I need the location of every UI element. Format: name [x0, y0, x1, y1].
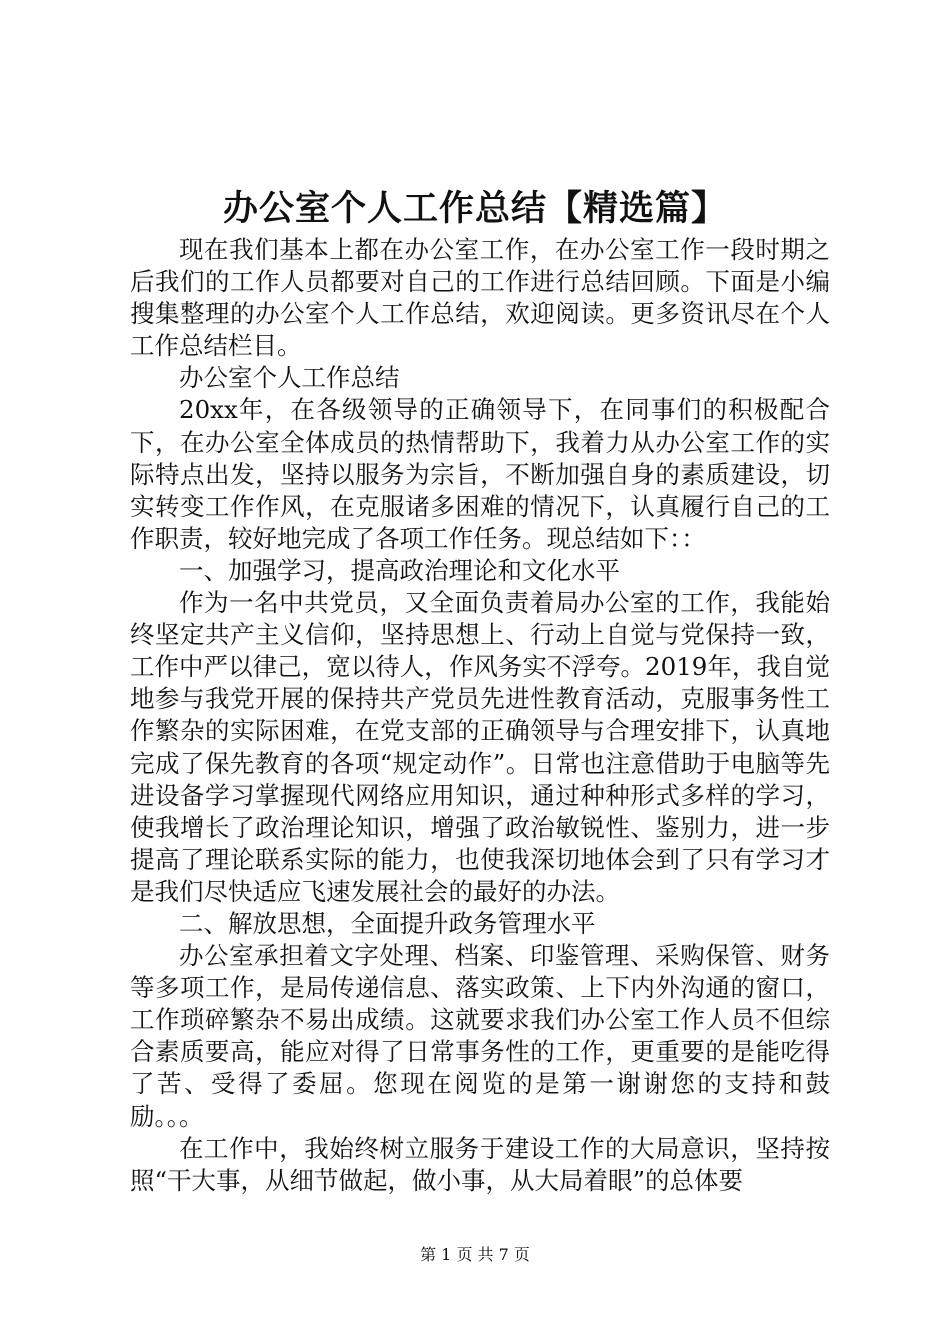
- document-body: [130, 234, 830, 1197]
- body-paragraph: 20xx年，在各级领导的正确领导下，在同事们的积极配合下，在办公室全体成员的热情帮助下，我着力从办公室工作的实际特点出发，坚持以服务为宗旨，不断加强自身的素质建设，切实转变工作作风，在克服诸多困难的情况下，认真履行自己的工作职责，较好地完成了各项工作任务。现总结如下：：: [130, 395, 830, 553]
- section-heading: 一、加强学习，提高政治理论和文化水平: [179, 555, 620, 585]
- body-paragraph: 作为一名中共党员，又全面负责着局办公室的工作，我能始终坚定共产主义信仰，坚持思想上、行动上自觉与党保持一致，工作中严以律己，宽以待人，作风务实不浮夸。2019年，我自觉地参与我党开展的保持共产党员先进性教育活动，克服事务性工作繁杂的实际困难，在党支部的正确领导与合理安排下，认真地完成了保先教育的各项“规定动作”。日常也注意借助于电脑等先进设备学习掌握现代网络应用知识，通过种种形式多样的学习，使我增长了政治理论知识，增强了政治敏锐性、鉴别力，进一步提高了理论联系实际的能力，也使我深切地体会到了只有学习才是我们尽快适应飞速发展社会的最好的办法。: [130, 588, 830, 906]
- body-paragraph: 在工作中，我始终树立服务于建设工作的大局意识，坚持按照“干大事，从细节做起，做小事，从大局着眼”的总体要: [130, 1133, 830, 1195]
- intro-paragraph: 现在我们基本上都在办公室工作，在办公室工作一段时期之后我们的工作人员都要对自己的工作进行总结回顾。下面是小编搜集整理的办公室个人工作总结，欢迎阅读。更多资讯尽在个人工作总结栏目。: [130, 235, 830, 361]
- section-heading: 办公室个人工作总结: [179, 363, 400, 393]
- page-number: 第 1 页 共 7 页: [420, 1245, 530, 1264]
- body-paragraph: 办公室承担着文字处理、档案、印鉴管理、采购保管、财务等多项工作，是局传递信息、落实政策、上下内外沟通的窗口，工作琐碎繁杂不易出成绩。这就要求我们办公室工作人员不但综合素质要高，能应对得了日常事务性的工作，更重要的是能吃得了苦、受得了委屈。您现在阅览的是第一谢谢您的支持和鼓励。。。: [130, 941, 830, 1131]
- document-title: 办公室个人工作总结【精选篇】: [222, 188, 727, 229]
- section-heading: 二、解放思想，全面提升政务管理水平: [179, 908, 596, 938]
